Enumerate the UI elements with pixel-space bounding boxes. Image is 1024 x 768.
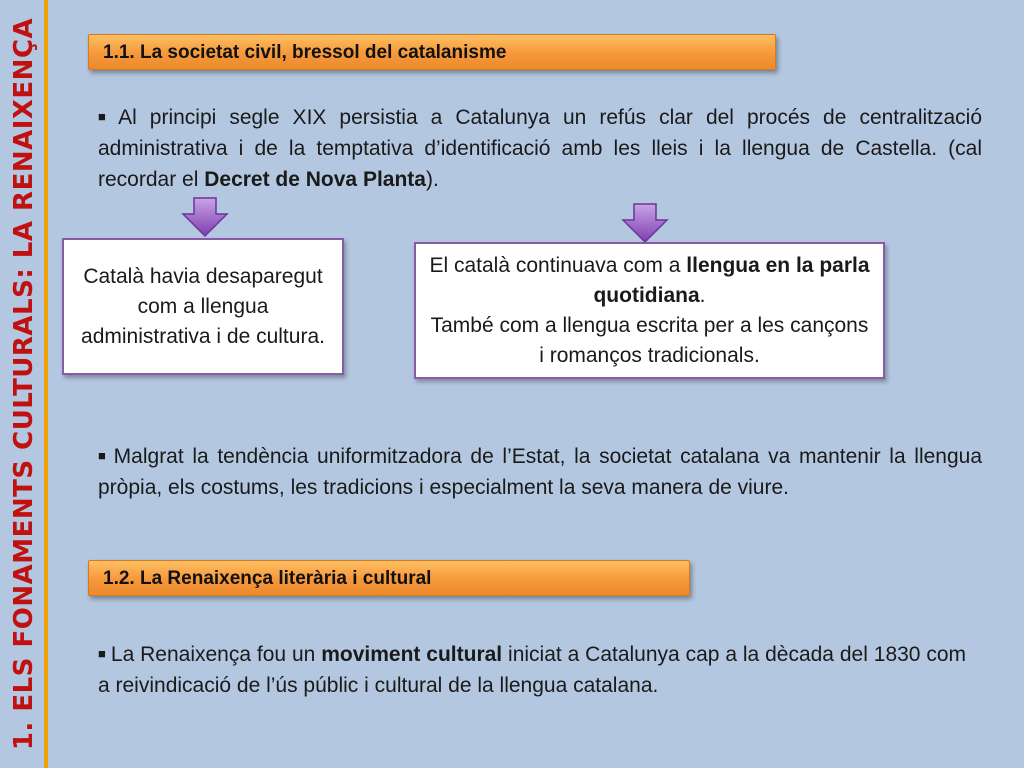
paragraph-2	[98, 440, 982, 503]
box-right-text-b: .	[699, 283, 706, 307]
paragraph-1-bold: Decret de Nova Planta	[204, 168, 426, 191]
paragraph-1	[98, 101, 982, 195]
square-bullet-icon: ■	[98, 109, 114, 124]
section-2-heading-text: 1.2. La Renaixença literària i cultural	[103, 568, 432, 589]
paragraph-3-text-a: La Renaixença fou un	[110, 643, 322, 666]
paragraph-3-text-b: iniciat a Catalunya cap a la dècada del 1830 com a reivindicació de l’ús públic i cultural de la llengua catalana.	[98, 643, 967, 697]
box-left-text: Català havia desaparegut com a llengua administrativa i de cultura.	[81, 264, 325, 348]
square-bullet-icon: ■	[98, 448, 109, 463]
paragraph-1-text-b: ).	[425, 168, 439, 191]
square-bullet-icon: ■	[98, 646, 106, 661]
paragraph-3-bold: moviment cultural	[321, 643, 503, 666]
box-right-line1	[426, 251, 873, 311]
box-right	[414, 242, 885, 379]
paragraph-1-text-a: Al principi segle XIX persistia a Catalunya un refús clar del procés de centralització administrativa i de la temptativa d’identificació amb les lleis i la llengua de Castella. (cal recordar el	[98, 106, 983, 191]
box-right-line2: També com a llengua escrita per a les cançons i romanços tradicionals.	[430, 313, 869, 367]
paragraph-3	[98, 638, 966, 701]
box-right-text-a: El català continuava com a	[429, 253, 687, 277]
box-left	[62, 238, 344, 375]
paragraph-2-text: Malgrat la tendència uniformitzadora de l’Estat, la societat catalana va mantenir la llengua pròpia, els costums, les tradicions i especialment la seva manera de viure.	[98, 445, 983, 499]
box-right-bold: llengua en la parla quotidiana	[593, 253, 870, 307]
slide-title: 1. ELS FONAMENTS CULTURALS: LA RENAIXENÇA	[9, 17, 39, 751]
arrow-down-icon	[620, 202, 670, 244]
arrow-down-icon	[180, 196, 230, 238]
section-2-heading	[88, 560, 690, 596]
section-1-heading	[88, 34, 776, 70]
section-1-heading-text: 1.1. La societat civil, bressol del catalanisme	[103, 42, 507, 63]
sidebar	[0, 0, 48, 768]
